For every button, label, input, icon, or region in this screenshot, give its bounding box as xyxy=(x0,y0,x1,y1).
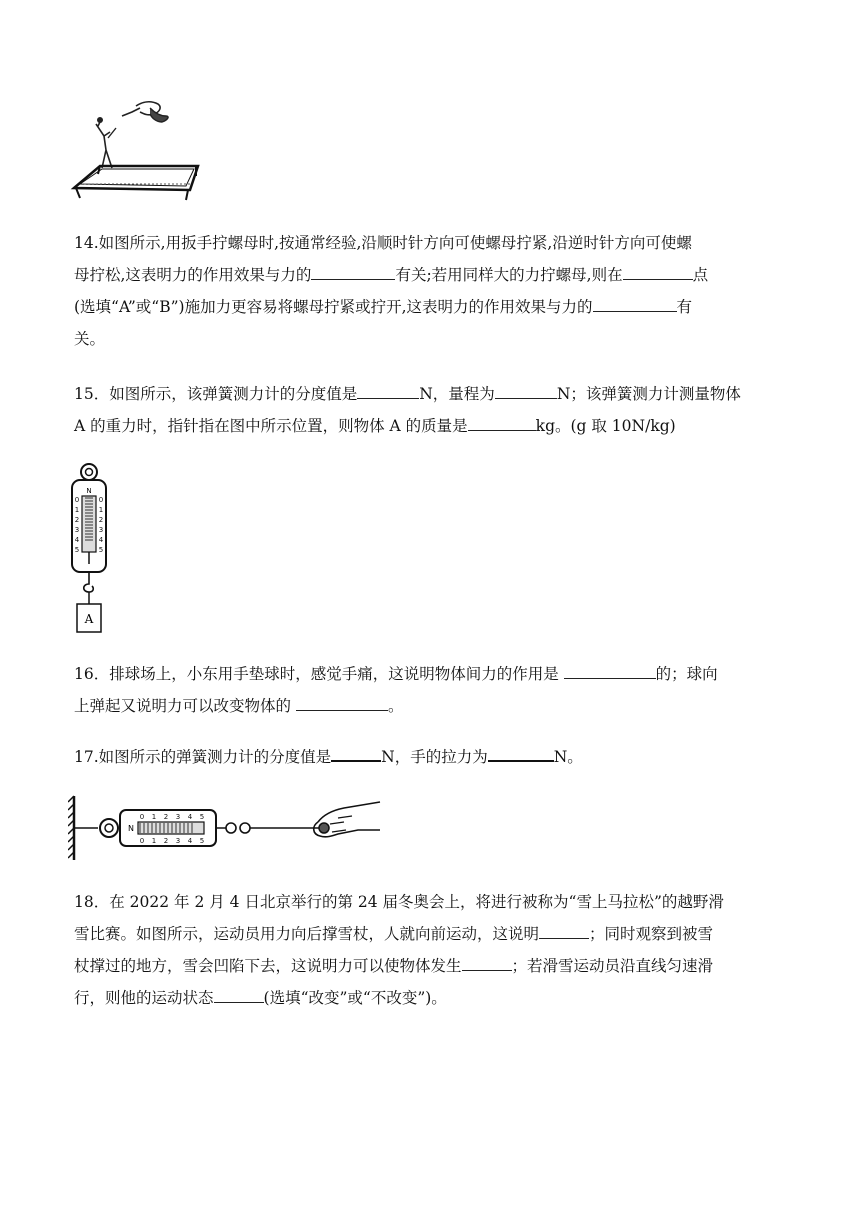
q16-line-1: 16．排球场上，小东用手垫球时，感觉手痛，这说明物体间力的作用是 的；球向 xyxy=(74,658,786,690)
question-14 xyxy=(74,227,786,355)
tick-label-left-2: 2 xyxy=(74,516,80,524)
q14-line-2: 母拧松,这表明力的作用效果与力的 有关;若用同样大的力拧螺母,则在 点 xyxy=(74,259,786,291)
h-tick-bottom-1: 1 xyxy=(151,837,157,845)
q15-line-1: 15．如图所示，该弹簧测力计的分度值是 N，量程为 N；该弹簧测力计测量物体 xyxy=(74,378,786,410)
scale-unit-label: N xyxy=(86,487,92,495)
q15-line-2: A 的重力时，指针指在图中所示位置，则物体 A 的质量是 kg。(g 取 10N/kg) xyxy=(74,410,786,442)
q14-line-4: 关。 xyxy=(74,330,106,348)
h-scale-unit-label: N xyxy=(128,824,134,833)
q18-line-3: 杖撑过的地方，雪会凹陷下去，这说明力可以使物体发生 ；若滑雪运动员沿直线匀速滑 xyxy=(74,950,786,982)
tick-label-right-3: 3 xyxy=(98,526,104,534)
tick-label-right-1: 1 xyxy=(98,506,104,514)
q16-blank-1[interactable] xyxy=(564,663,656,680)
h-tick-top-3: 3 xyxy=(175,813,181,821)
question-17 xyxy=(74,741,786,773)
h-tick-top-2: 2 xyxy=(163,813,169,821)
h-tick-top-0: 0 xyxy=(139,813,145,821)
q18-blank-1[interactable] xyxy=(539,923,589,940)
tick-label-left-3: 3 xyxy=(74,526,80,534)
tick-label-left-4: 4 xyxy=(74,536,80,544)
q15-blank-2[interactable] xyxy=(495,383,557,400)
h-tick-bottom-2: 2 xyxy=(163,837,169,845)
tick-label-right-5: 5 xyxy=(98,546,104,554)
tick-label-left-1: 1 xyxy=(74,506,80,514)
q18-line-4: 行，则他的运动状态 (选填“改变”或“不改变”)。 xyxy=(74,982,786,1014)
q16-blank-2[interactable] xyxy=(296,695,388,712)
q14-line-3: (选填“A”或“B”)施加力更容易将螺母拧紧或拧开,这表明力的作用效果与力的 有 xyxy=(74,291,786,323)
tick-label-right-0: 0 xyxy=(98,496,104,504)
tick-label-right-2: 2 xyxy=(98,516,104,524)
q15-blank-3[interactable] xyxy=(468,415,536,432)
h-tick-bottom-0: 0 xyxy=(139,837,145,845)
q17-blank-2[interactable] xyxy=(488,745,554,763)
q18-blank-3[interactable] xyxy=(214,987,264,1004)
q14-blank-2[interactable] xyxy=(623,264,693,281)
q18-blank-2[interactable] xyxy=(462,955,512,972)
h-tick-bottom-4: 4 xyxy=(187,837,193,845)
q14-blank-1[interactable] xyxy=(311,264,395,281)
tick-label-right-4: 4 xyxy=(98,536,104,544)
question-18 xyxy=(74,886,786,1014)
tick-label-left-5: 5 xyxy=(74,546,80,554)
h-tick-top-4: 4 xyxy=(187,813,193,821)
h-tick-bottom-3: 3 xyxy=(175,837,181,845)
h-tick-top-5: 5 xyxy=(199,813,205,821)
question-16 xyxy=(74,658,786,722)
block-a-label: A xyxy=(84,612,94,626)
h-tick-top-1: 1 xyxy=(151,813,157,821)
q14-blank-3[interactable] xyxy=(593,296,677,313)
vertical-spring-scale-figure xyxy=(66,460,116,638)
horizontal-spring-scale-figure xyxy=(68,792,384,864)
q17-line-1: 17.如图所示的弹簧测力计的分度值是 N，手的拉力为 N。 xyxy=(74,741,786,773)
tick-label-left-0: 0 xyxy=(74,496,80,504)
question-15 xyxy=(74,378,786,442)
q17-blank-1[interactable] xyxy=(331,745,381,763)
trampoline-figure xyxy=(70,96,204,204)
q15-blank-1[interactable] xyxy=(357,383,419,400)
q18-line-2: 雪比赛。如图所示，运动员用力向后撑雪杖，人就向前运动，这说明 ；同时观察到被雪 xyxy=(74,918,786,950)
q14-line-1: 14.如图所示,用扳手拧螺母时,按通常经验,沿顺时针方向可使螺母拧紧,沿逆时针方向可使螺 xyxy=(74,234,692,252)
h-tick-bottom-5: 5 xyxy=(199,837,205,845)
q16-line-2: 上弹起又说明力可以改变物体的 。 xyxy=(74,690,786,722)
q18-line-1: 18．在 2022 年 2 月 4 日北京举行的第 24 届冬奥会上，将进行被称为“雪上马拉松”的越野滑 xyxy=(74,893,724,911)
